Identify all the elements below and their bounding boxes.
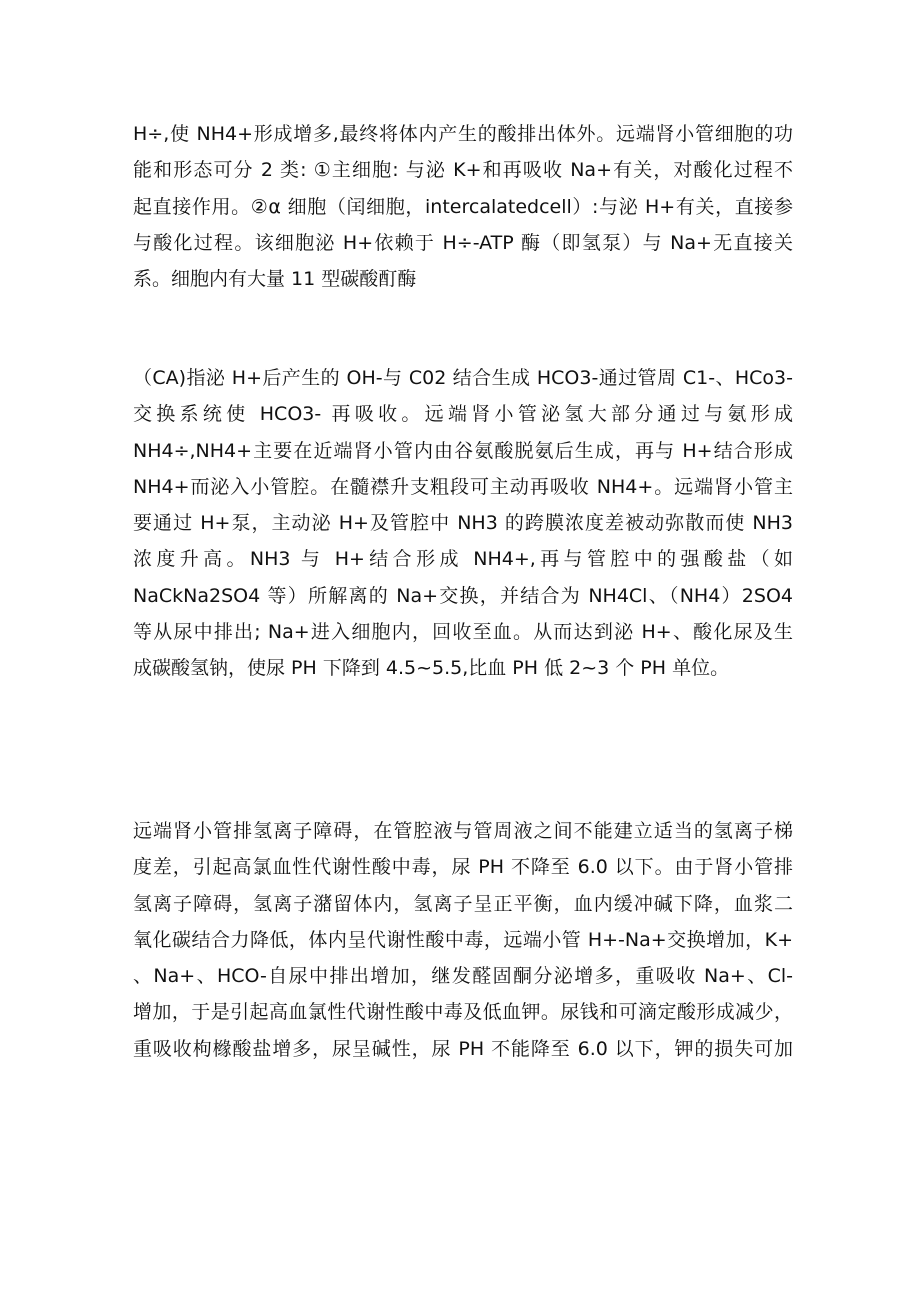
text-line: 成碳酸氢钠，使尿 PH 下降到 4.5~5.5,比血 PH 低 2~3 个 PH 单位。 — [133, 657, 730, 680]
text-line: 交换系统使 HCO3- 再吸收。远端肾小管泌氢大部分通过与氨形成 — [133, 403, 793, 426]
text-line: NH4+而泌入小管腔。在髓襟升支粗段可主动再吸收 NH4+。远端肾小管主 — [133, 475, 793, 498]
text-line: 远端肾小管排氢离子障碍，在管腔液与管周液之间不能建立适当的氢离子梯 — [133, 820, 793, 842]
text-line: 浓度升高。NH3 与 H+结合形成 NH4+,再与管腔中的强酸盐（如 — [133, 548, 793, 571]
text-line: （CA)指泌 H+后产生的 OH-与 C02 结合生成 HCO3-通过管周 C1-、HCo3- — [133, 367, 793, 389]
text-line: 与酸化过程。该细胞泌 H+依赖于 H÷-ATP 酶（即氢泵）与 Na+无直接关 — [133, 231, 793, 254]
text-line: 系。细胞内有大量 11 型碳酸酊酶 — [133, 268, 417, 291]
text-line: 度差，引起高氯血性代谢性酸中毒，尿 PH 不降至 6.0 以下。由于肾小管排 — [133, 856, 793, 879]
text-line: 氢离子障碍，氢离子潴留体内，氢离子呈正平衡，血内缓冲碱下降，血浆二 — [133, 892, 793, 915]
text-line: 起直接作用。②α 细胞（闰细胞，intercalatedcell）:与泌 H+有关，直接参 — [133, 195, 793, 218]
text-line: 重吸收枸橼酸盐增多，尿呈碱性，尿 PH 不能降至 6.0 以下，钾的损失可加 — [133, 1037, 793, 1060]
paragraph-3 — [133, 813, 793, 1067]
text-line: 、Na+、HCO-自尿中排出增加，继发醛固酮分泌增多，重吸收 Na+、Cl- — [133, 965, 793, 988]
paragraph-1 — [133, 116, 793, 297]
paragraph-2 — [133, 360, 793, 687]
text-line: 能和形态可分 2 类: ①主细胞: 与泌 K+和再吸收 Na+有关，对酸化过程不 — [133, 159, 793, 182]
text-line: NH4÷,NH4+主要在近端肾小管内由谷氨酸脱氨后生成，再与 H+结合形成 — [133, 439, 793, 462]
text-line: 等从尿中排出; Na+进入细胞内，回收至血。从而达到泌 H+、酸化尿及生 — [133, 621, 793, 644]
text-line: 要通过 H+泵，主动泌 H+及管腔中 NH3 的跨膜浓度差被动弥散而使 NH3 — [133, 512, 793, 535]
text-line: NaCkNa2SO4 等）所解离的 Na+交换，并结合为 NH4Cl、（NH4）2SO4 — [133, 584, 793, 607]
text-line: 增加，于是引起高血氯性代谢性酸中毒及低血钾。尿钱和可滴定酸形成减少， — [133, 1001, 793, 1024]
text-line: H÷,使 NH4+形成增多,最终将体内产生的酸排出体外。远端肾小管细胞的功 — [133, 123, 793, 145]
text-line: 氧化碳结合力降低，体内呈代谢性酸中毒，远端小管 H+-Na+交换增加，K+ — [133, 928, 793, 951]
